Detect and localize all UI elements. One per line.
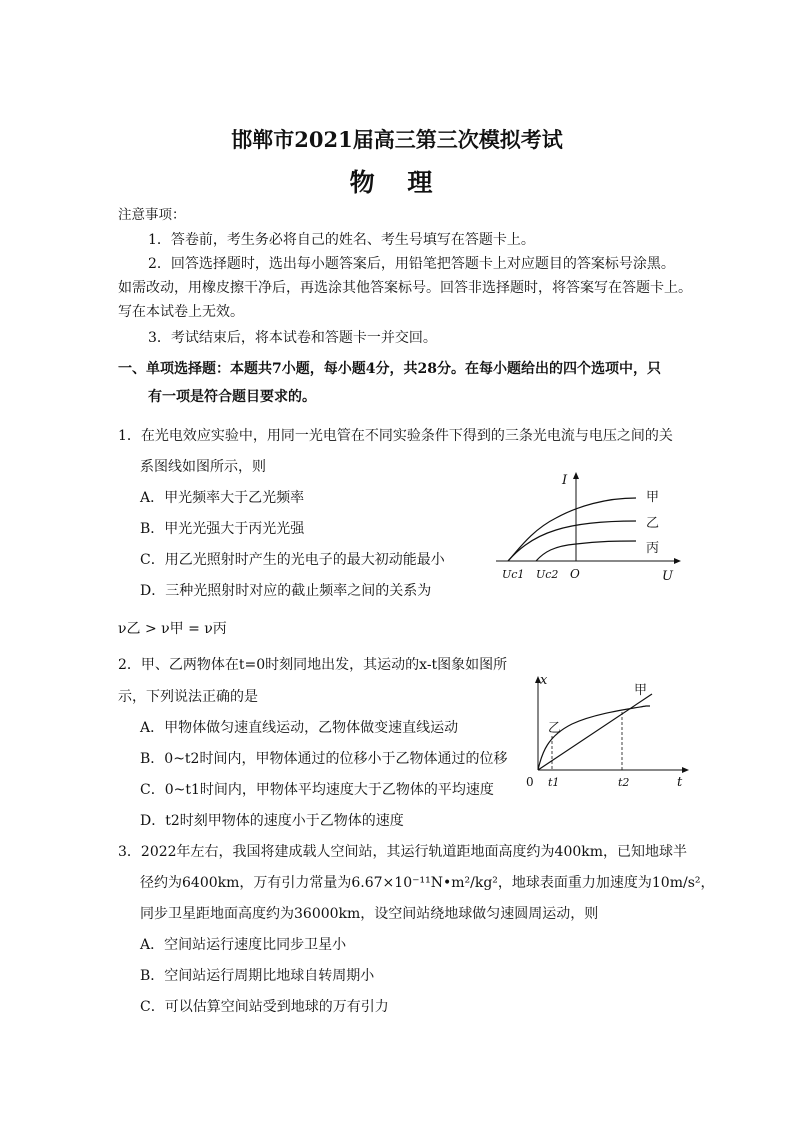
q2-option-d: D．t2时刻甲物体的速度小于乙物体的速度 bbox=[140, 813, 404, 829]
q2-axis-y-label: x bbox=[540, 673, 548, 688]
t2-label: t2 bbox=[618, 776, 630, 789]
line-jia-label: 甲 bbox=[634, 683, 648, 698]
q1-option-d: D．三种光照射时对应的截止频率之间的关系为 bbox=[140, 583, 432, 599]
q1-option-b: B．甲光光强大于丙光光强 bbox=[140, 521, 305, 537]
section-heading-cont: 有一项是符合题目要求的。 bbox=[148, 389, 316, 405]
q1-formula: ν乙 > ν甲 = ν丙 bbox=[118, 621, 227, 637]
section-heading: 一、单项选择题：本题共7小题，每小题4分，共28分。在每小题给出的四个选项中，只 bbox=[118, 361, 661, 377]
q1-origin-label: O bbox=[570, 567, 580, 581]
q3-option-c: C．可以估算空间站受到地球的万有引力 bbox=[140, 999, 389, 1015]
curve-yi-label: 乙 bbox=[646, 516, 660, 531]
uc2-label: Uc2 bbox=[536, 568, 559, 581]
q3-stem-cont: 径约为6400km，万有引力常量为6.67×10⁻¹¹N•m²/kg²，地球表面重力加速度为10m/s²， bbox=[140, 875, 715, 891]
q3-option-b: B．空间站运行周期比地球自转周期小 bbox=[140, 968, 375, 984]
q1-option-a: A．甲光频率大于乙光频率 bbox=[140, 490, 305, 506]
q2-xt-figure bbox=[522, 672, 692, 790]
q1-axis-x-label: U bbox=[662, 569, 673, 584]
note-item-2: 2．回答选择题时，选出每小题答案后，用铅笔把答题卡上对应题目的答案标号涂黑。 bbox=[148, 256, 675, 272]
q1-stem: 1．在光电效应实验中，用同一光电管在不同实验条件下得到的三条光电流与电压之间的关 bbox=[118, 428, 673, 444]
note-item-3: 3．考试结束后，将本试卷和答题卡一并交回。 bbox=[148, 330, 437, 346]
curve-yi bbox=[538, 706, 650, 770]
q1-stem-cont: 系图线如图所示，则 bbox=[140, 459, 266, 475]
q3-stem-end: 同步卫星距地面高度约为36000km，设空间站绕地球做匀速圆周运动，则 bbox=[140, 906, 599, 922]
q2-axis-x-label: t bbox=[677, 775, 683, 790]
q2-stem-cont: 示，下列说法正确的是 bbox=[118, 689, 258, 705]
curve-jia-label: 甲 bbox=[646, 490, 660, 505]
curve-jia bbox=[508, 498, 636, 561]
curve-yi-label: 乙 bbox=[548, 721, 562, 736]
q1-photoelectric-figure bbox=[496, 470, 686, 585]
notes-heading: 注意事项： bbox=[118, 207, 186, 223]
uc1-label: Uc1 bbox=[502, 568, 525, 581]
q2-stem: 2．甲、乙两物体在t=0时刻同地出发，其运动的x-t图象如图所 bbox=[118, 657, 508, 673]
note-item-2-cont: 如需改动，用橡皮擦干净后，再选涂其他答案标号。回答非选择题时，将答案写在答题卡上。 bbox=[118, 280, 692, 296]
note-item-1: 1．答卷前，考生务必将自己的姓名、考生号填写在答题卡上。 bbox=[148, 232, 535, 248]
q3-option-a: A．空间站运行速度比同步卫星小 bbox=[140, 937, 347, 953]
q1-axis-y-label: I bbox=[562, 473, 568, 488]
t1-label: t1 bbox=[548, 776, 560, 789]
q2-option-a: A．甲物体做匀速直线运动，乙物体做变速直线运动 bbox=[140, 720, 459, 736]
curve-bing-label: 丙 bbox=[646, 541, 660, 556]
q2-option-c: C．0~t1时间内，甲物体平均速度大于乙物体的平均速度 bbox=[140, 782, 494, 798]
curve-bing bbox=[536, 541, 636, 561]
note-item-2-end: 写在本试卷上无效。 bbox=[118, 304, 244, 320]
q2-origin-label: 0 bbox=[526, 775, 534, 789]
subject-title: 物 理 bbox=[349, 168, 445, 197]
page-title: 邯郸市2021届高三第三次模拟考试 bbox=[231, 127, 563, 152]
q3-stem: 3．2022年左右，我国将建成载人空间站，其运行轨道距地面高度约为400km，已知地球半 bbox=[118, 844, 688, 860]
q2-option-b: B．0~t2时间内，甲物体通过的位移小于乙物体通过的位移 bbox=[140, 751, 508, 767]
q1-option-c: C．用乙光照射时产生的光电子的最大初动能最小 bbox=[140, 552, 445, 568]
